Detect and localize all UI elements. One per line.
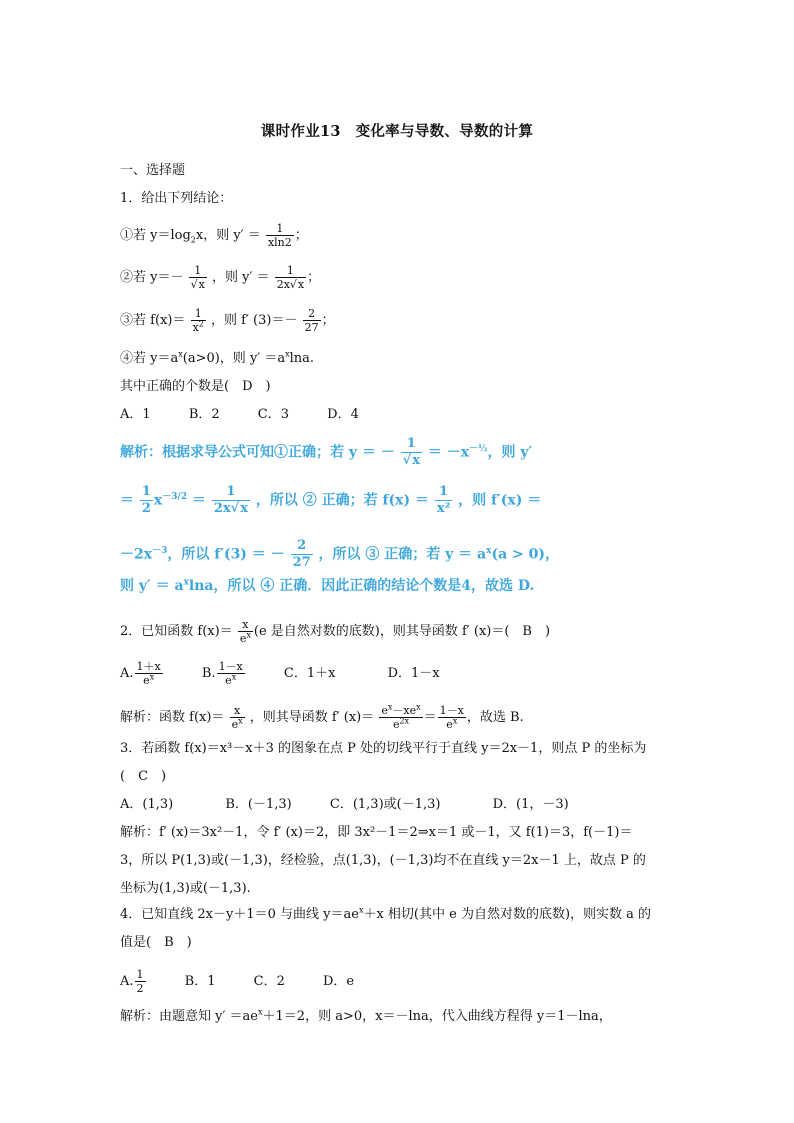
question-4-stem-line-2: 值是( B ) xyxy=(120,935,192,950)
option-b: B．2 xyxy=(188,407,220,422)
question-2-solution: 解析：函数 f(x)＝ $\frac{x}{e^x}$ ，则其导函数 f′ (x)＝ $\frac{e^x-xe^x}{e^{2x}}$ ＝ $\frac{1-x}{e^x}$ ，故选 B. xyxy=(120,702,524,731)
question-1-ask: 其中正确的个数是( D ) xyxy=(120,379,271,394)
question-3-stem-line-2: ( C ) xyxy=(120,769,167,784)
question-2-options xyxy=(120,660,440,687)
page-title: 课时作业13 变化率与导数、导数的计算 xyxy=(260,123,534,140)
option-c: C．2 xyxy=(253,974,285,989)
option-b: B. $\frac{1-x}{e^x}$ xyxy=(201,660,243,687)
question-2-stem: 2．已知函数 f(x)＝ $\frac{x}{e^x}$ (e 是自然对数的底数)，则其导函数 f′ (x)＝( B ) xyxy=(120,618,551,645)
question-3-stem-line-1: 3．若函数 f(x)＝x³－x＋3 的图象在点 P 处的切线平行于直线 y＝2x－1，则点 P 的坐标为 xyxy=(120,741,647,756)
question-4-stem-line-1: 4．已知直线 2x－y＋1＝0 与曲线 $y=ae^x+x$ 相切(其中 e 为自然对数的底数)，则实数 a 的 xyxy=(120,905,652,922)
question-3-solution-line-2: 3，所以 P(1,3)或(－1,3)，经检验，点(1,3)，(－1,3)均不在直线 y＝2x－1 上，故点 P 的 xyxy=(120,853,646,868)
solution-1-line-4: 则 $y' = a^x\ln a$，所以 ④ 正确．因此正确的结论个数是4，故选 D. xyxy=(120,577,535,594)
option-a: A. $\frac{1+x}{e^x}$ xyxy=(120,660,161,687)
question-1-statement-3: ③若 f(x)＝ $\frac{1}{x^2}$ ，则 f′ (3)＝－ $\frac{2}{27}$ ； xyxy=(120,307,335,334)
question-3-solution-line-3: 坐标为(1,3)或(－1,3). xyxy=(120,881,251,896)
question-4-options xyxy=(120,968,354,995)
question-4-solution: 解析：由题意知 $y' =ae^x+1=2$，则 a>0，x＝－lna，代入曲线方程得 y＝1－lna， xyxy=(120,1007,612,1024)
option-c: C．(1,3)或(－1,3) xyxy=(329,797,441,812)
question-3-options xyxy=(120,796,569,814)
option-c: C．3 xyxy=(257,407,289,422)
question-1-options xyxy=(120,406,359,424)
option-d: D．e xyxy=(323,974,355,989)
option-a: A．1 xyxy=(120,407,151,422)
option-a: A．(1,3) xyxy=(120,797,174,812)
solution-1-line-1: 解析：根据求导公式可知①正确；若 y ＝ － $\frac{1}{√x}$ ＝ $-x^{-\frac{1}{2}}$，则 y′ xyxy=(120,436,533,468)
solution-1-line-3: $-2x^{-3}$，所以 f′(3) ＝ － $\frac{2}{27}$ ，所以 ③ 正确；若 $y = a^x(a > 0)$， xyxy=(120,538,560,570)
question-1-stem: 1．给出下列结论： xyxy=(120,191,233,206)
question-1-statement-4: ④若 $y=a^x(a>0)$，则 $y' =a^x\ln a$. xyxy=(120,349,315,366)
question-1-statement-2: ②若 y＝－ $\frac{1}{√x}$ ，则 y′ ＝ $\frac{1}{2x√x}$ ； xyxy=(120,264,321,291)
question-3-solution-line-1: 解析：f′ (x)＝3x²－1，令 f′ (x)＝2，即 3x²－1＝2⇒x＝1 或－1，又 f(1)＝3，f(－1)＝ xyxy=(120,825,633,840)
solution-1-line-2: ＝ $\frac{1}{2}$ $x^{-3/2}$ ＝ $\frac{1}{2x√x}$ ，所以 ② 正确；若 f(x) ＝ $\frac{1}{\text{x²}}$ ，则 f′(x) ＝ xyxy=(120,484,542,516)
option-d: D．1－x xyxy=(387,666,440,681)
question-1-statement-1: ①若 $y=\log_2x$，则 y′ ＝ $\frac{1}{xln2}$ ； xyxy=(120,222,308,249)
option-b: B．1 xyxy=(184,974,216,989)
option-d: D．4 xyxy=(327,407,359,422)
option-a: A. $\frac{1}{2}$ xyxy=(120,968,144,995)
option-d: D．(1，－3) xyxy=(492,797,569,812)
option-b: B．(－1,3) xyxy=(225,797,292,812)
section-heading: 一、选择题 xyxy=(120,163,186,178)
option-c: C．1＋x xyxy=(283,666,336,681)
